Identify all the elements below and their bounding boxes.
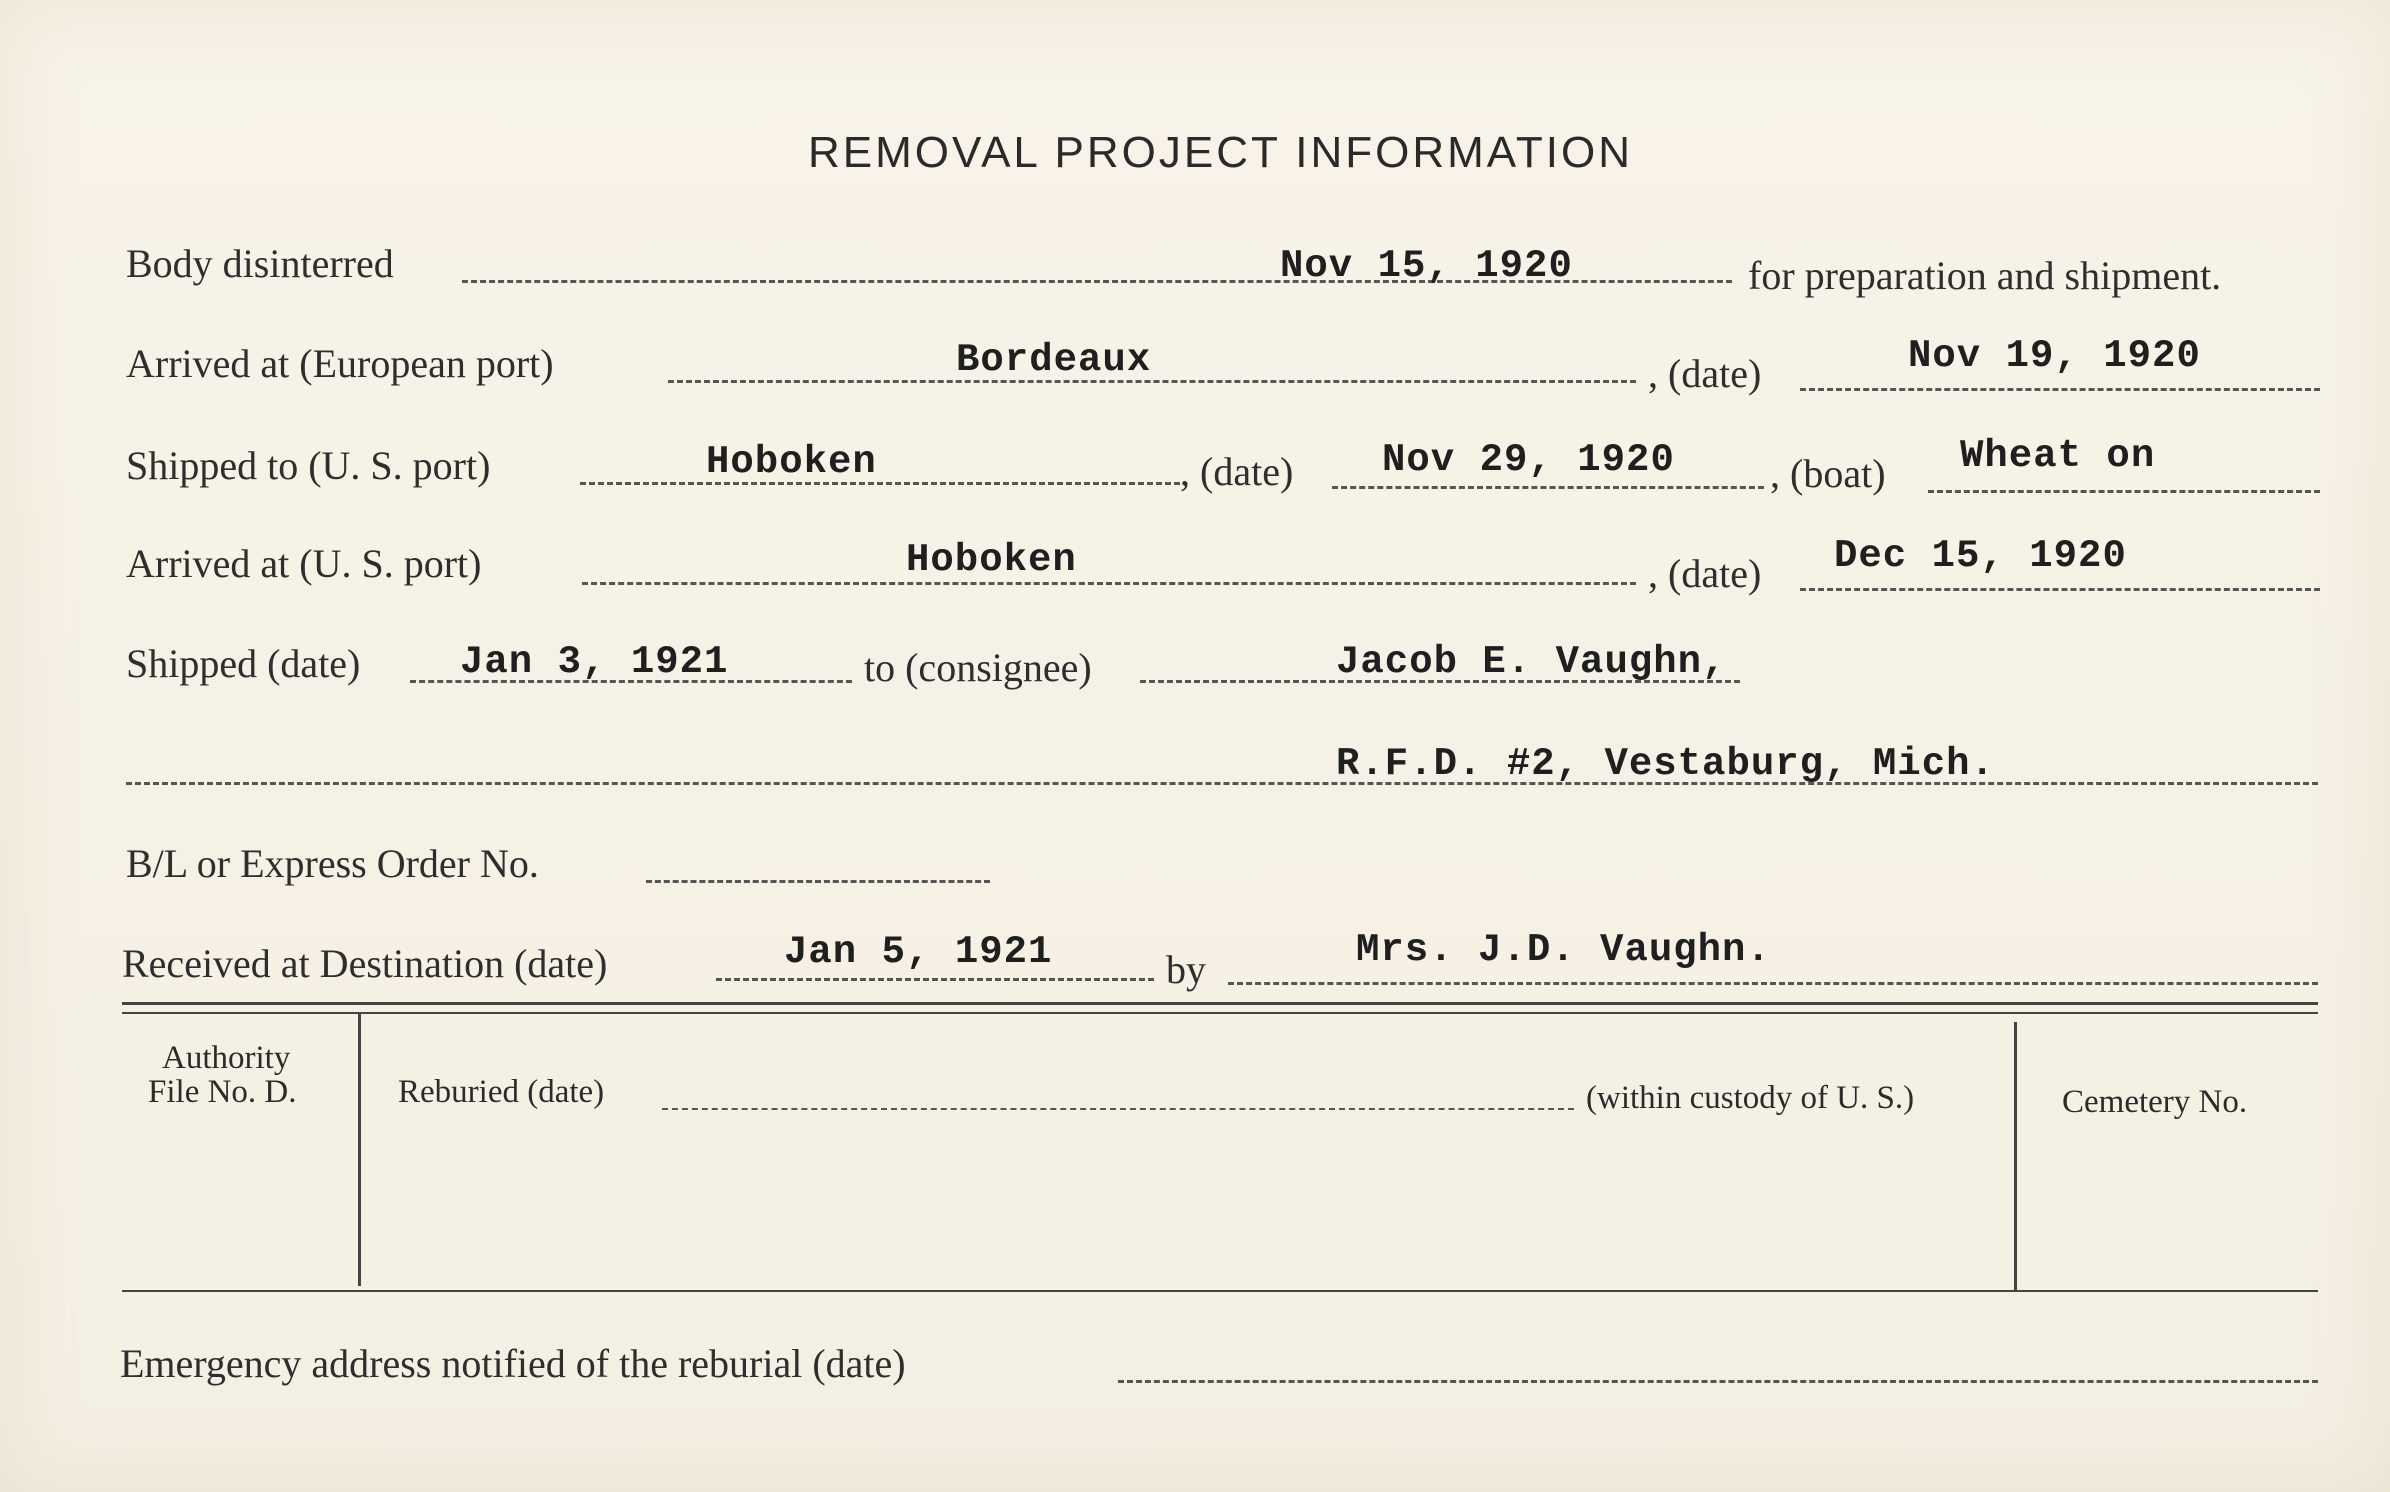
double-rule-top	[122, 1002, 2318, 1005]
shipped-date-label: , (date)	[1180, 449, 1294, 494]
by-value: Mrs. J.D. Vaughn.	[1356, 928, 1771, 972]
emergency-line	[1118, 1380, 2318, 1383]
cemetery-label: Cemetery No.	[2062, 1084, 2248, 1120]
shipped-us-label: Shipped to (U. S. port)	[126, 443, 491, 488]
shipped-us-value: Hoboken	[706, 440, 877, 484]
bl-line	[646, 880, 990, 883]
by-line	[1228, 982, 2318, 985]
table-bottom-rule	[122, 1290, 2318, 1292]
table-divider-right	[2014, 1022, 2017, 1292]
received-line	[716, 978, 1154, 981]
shipped-date-value: Nov 29, 1920	[1382, 438, 1675, 482]
disinterred-value: Nov 15, 1920	[1280, 244, 1573, 288]
european-date-value: Nov 19, 1920	[1908, 334, 2201, 378]
authority-line2: File No. D.	[148, 1074, 297, 1110]
card-title: REMOVAL PROJECT INFORMATION	[808, 128, 1633, 177]
double-rule-bottom	[122, 1012, 2318, 1014]
reburied-label: Reburied (date)	[398, 1074, 605, 1110]
shipped-date-row-value: Jan 3, 1921	[460, 640, 729, 684]
custody-label: (within custody of U. S.)	[1586, 1080, 1915, 1116]
received-label: Received at Destination (date)	[122, 941, 608, 986]
european-port-value: Bordeaux	[956, 338, 1152, 382]
arrived-us-value: Hoboken	[906, 538, 1077, 582]
by-label: by	[1166, 947, 1206, 992]
consignee-address: R.F.D. #2, Vestaburg, Mich.	[1336, 742, 1995, 786]
shipped-date-line	[1332, 486, 1764, 489]
consignee-label: to (consignee)	[864, 645, 1092, 690]
shipped-date-row-label: Shipped (date)	[126, 641, 361, 686]
shipped-us-line	[580, 482, 1180, 485]
arrived-date-line	[1800, 588, 2320, 591]
received-value: Jan 5, 1921	[784, 930, 1053, 974]
bl-label: B/L or Express Order No.	[126, 841, 539, 886]
arrived-date-label: , (date)	[1648, 551, 1762, 596]
disinterred-suffix: for preparation and shipment.	[1748, 253, 2222, 298]
emergency-label: Emergency address notified of the reburial (date)	[120, 1341, 906, 1386]
european-date-label: , (date)	[1648, 351, 1762, 396]
boat-value: Wheat on	[1960, 434, 2156, 478]
arrived-us-label: Arrived at (U. S. port)	[126, 541, 482, 586]
disinterred-label: Body disinterred	[126, 241, 394, 286]
european-port-line	[668, 380, 1636, 383]
european-date-line	[1800, 388, 2320, 391]
boat-label: , (boat)	[1770, 451, 1886, 496]
european-port-label: Arrived at (European port)	[126, 341, 554, 386]
authority-line1: Authority	[162, 1040, 291, 1076]
table-divider-left	[358, 1014, 361, 1286]
boat-line	[1928, 490, 2320, 493]
arrived-us-line	[582, 582, 1636, 585]
arrived-date-value: Dec 15, 1920	[1834, 534, 2127, 578]
consignee-value: Jacob E. Vaughn,	[1336, 640, 1727, 684]
reburied-line	[662, 1108, 1574, 1110]
